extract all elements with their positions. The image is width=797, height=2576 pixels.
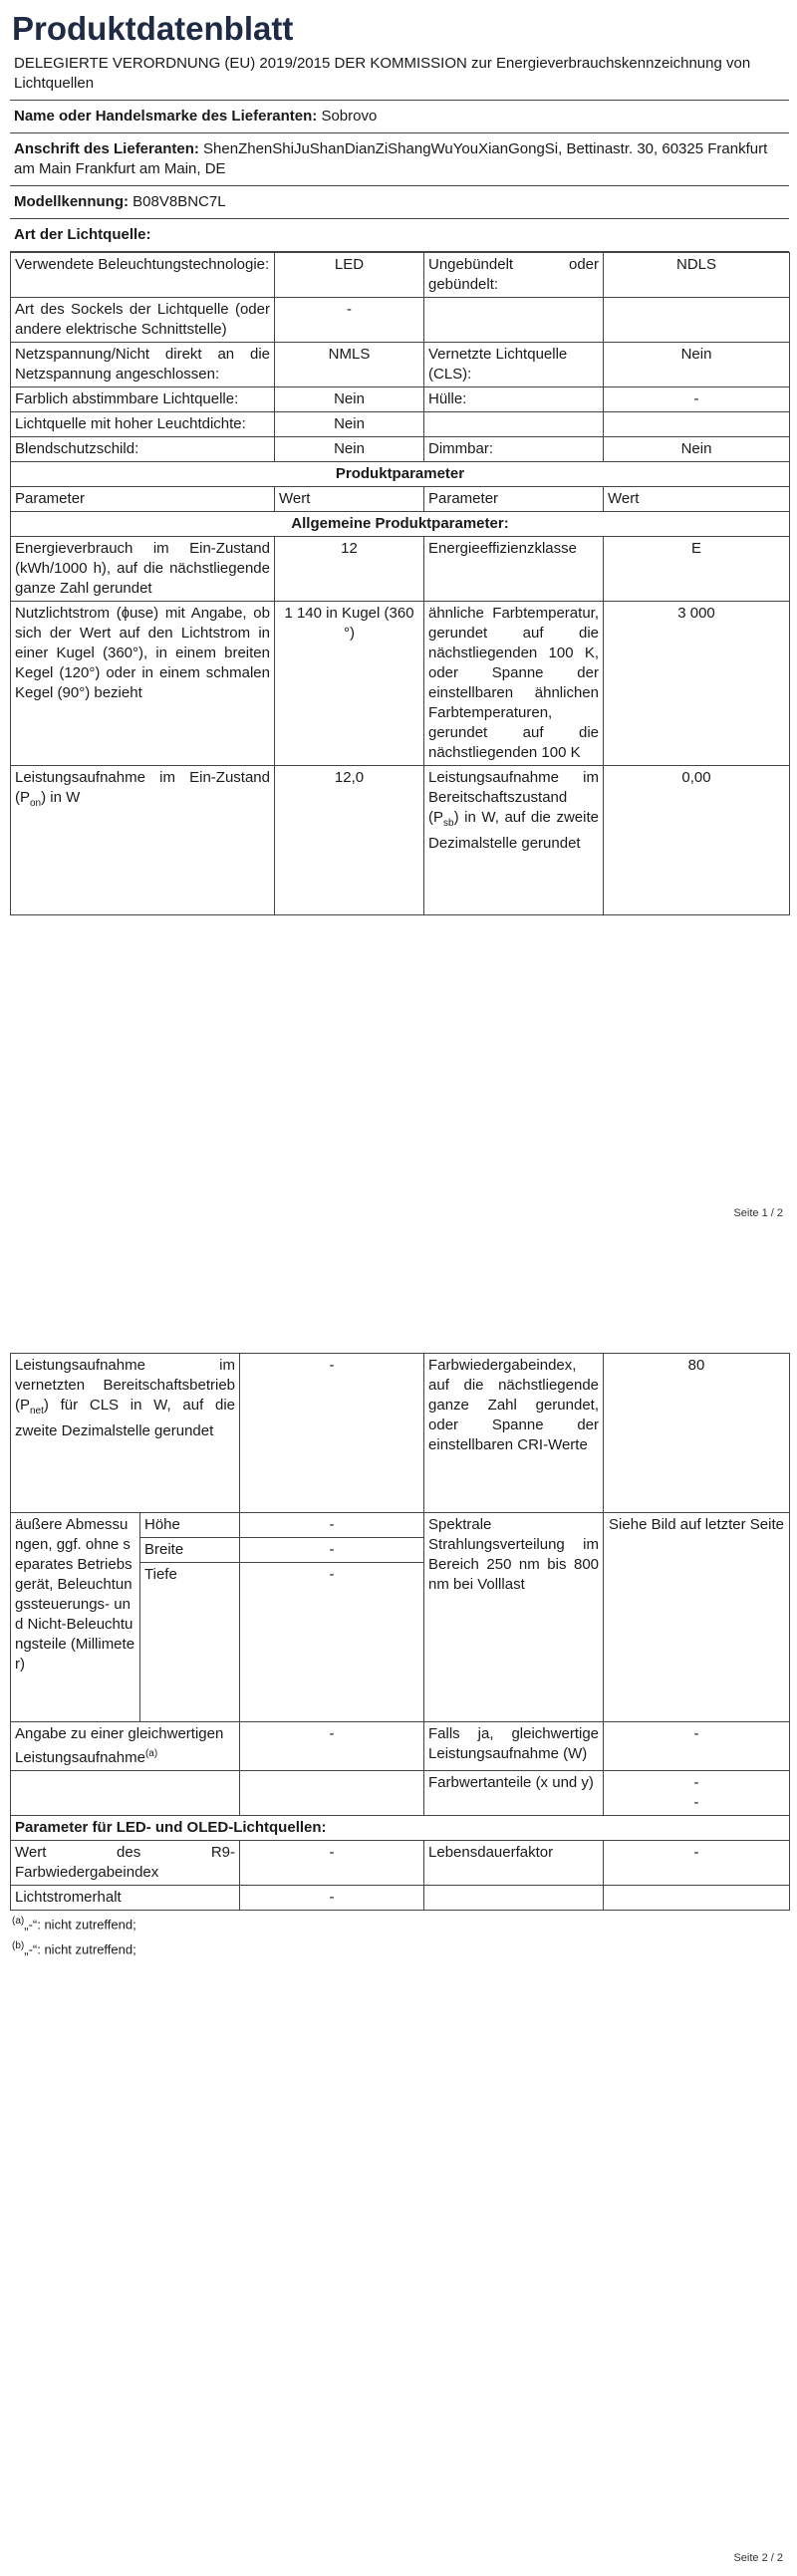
table-row: Verwendete Beleuchtungstechnologie: LED Ungebündelt oder gebündelt: NDLS [11,253,790,298]
equiv-label: Angabe zu einer gleichwertigen Leistungsaufnahme$^{(a)}$ [11,1722,240,1771]
networked-power-label: Leistungsaufnahme im vernetzten Bereitschaftsbetrieb $(P_{net})$ für CLS in W, auf die zweite Dezimalstelle gerundet [11,1354,240,1513]
supplier-label: Name oder Handelsmarke des Lieferanten: [14,108,318,125]
address-row [10,133,789,186]
page-1 [10,0,789,1235]
model-label: Modellkennung: [14,193,129,210]
led-params-header: Parameter für LED- und OLED-Lichtquellen: [11,1816,790,1841]
dimensions-row: äußere Abmessungen, ggf. ohne separates Betriebsgerät, Beleuchtungssteuerungs- und Nicht-Beleuchtungsteile (Millimeter) Höhe Breite Tiefe - - - Spektrale Strahlungsverteilung im Bereich 250 nm bis 800 nm bei Volllast Siehe Bild auf letzter Seite [11,1513,790,1722]
model-row [10,186,789,219]
table-row: Art des Sockels der Lichtquelle (oder andere elektrische Schnittstelle) - [11,298,790,343]
supplier-row [10,101,789,133]
table-row: Lichtstromerhalt - [11,1886,790,1911]
table-row: Nutzlichtstrom (ɸuse) mit Angabe, ob sich der Wert auf den Lichtstrom in einer Kugel (360°), in einem breiten Kegel (120°) oder in einem schmalen Kegel (90°) bezieht 1 140 in Kugel (360 °) ähnliche Farbtemperatur, gerundet auf die nächstliegenden 100 K, oder Spanne der einstellbaren ähnlichen Farbtemperaturen, gerundet auf die nächstliegenden 100 K 3 000 [11,602,790,766]
power-standby-label: Leistungsaufnahme im Bereitschaftszustand $(P_{sb})$ in W, auf die zweite Dezimalstelle gerundet [424,766,604,915]
table-row: Blendschutzschild: Nein Dimmbar: Nein [11,437,790,462]
footnote-a: $^{(a)}$„-“: nicht zutreffend; [12,1916,136,1932]
page-title: Produktdatenblatt [12,10,294,47]
regulation-text: DELEGIERTE VERORDNUNG (EU) 2019/2015 DER KOMMISSION zur Energieverbrauchskennzeichnung von Lichtquellen [10,48,789,101]
power-on-label: Leistungsaufnahme im Ein-Zustand $(P_{on})$ in W [11,766,275,915]
footnote-b: $^{(b)}$„-“: nicht zutreffend; [12,1940,136,1957]
general-params-header: Allgemeine Produktparameter: [11,512,790,537]
table-row: Leistungsaufnahme im vernetzten Bereitschaftsbetrieb $(P_{net})$ für CLS in W, auf die zweite Dezimalstelle gerundet - Farbwiedergabeindex, auf die nächstliegende ganze Zahl gerundet, oder Spanne der einstellbaren CRI-Werte 80 [11,1354,790,1513]
supplier-value: Sobrovo [321,108,378,125]
page-footer: Seite 2 / 2 [733,2552,783,2564]
model-value: B08V8BNC7L [133,193,226,210]
address-label: Anschrift des Lieferanten: [14,140,199,157]
table-row: Angabe zu einer gleichwertigen Leistungsaufnahme$^{(a)}$ - Falls ja, gleichwertige Leistungsaufnahme (W) - [11,1722,790,1771]
column-headers: Parameter Wert Parameter Wert [11,487,790,512]
table-row: Wert des R9-Farbwiedergabeindex - Lebensdauerfaktor - [11,1841,790,1886]
light-type-table [10,252,790,915]
page2-table [10,1353,790,1911]
table-row: Netzspannung/Nicht direkt an die Netzspannung angeschlossen: NMLS Vernetzte Lichtquelle (CLS): Nein [11,343,790,387]
light-type-header: Art der Lichtquelle: [10,219,789,252]
page-2 [10,1345,789,2576]
table-row: Farbwertanteile (x und y) - - [11,1771,790,1816]
product-params-header: Produktparameter [11,462,790,487]
table-row: Farblich abstimmbare Lichtquelle: Nein Hülle: - [11,387,790,412]
table-row: Energieverbrauch im Ein-Zustand (kWh/1000 h), auf die nächstliegende ganze Zahl gerundet 12 Energieeffizienzklasse E [11,537,790,602]
table-row: Lichtquelle mit hoher Leuchtdichte: Nein [11,412,790,437]
table-row: Leistungsaufnahme im Ein-Zustand $(P_{on})$ in W 12,0 Leistungsaufnahme im Bereitschaftszustand $(P_{sb})$ in W, auf die zweite Dezimalstelle gerundet 0,00 [11,766,790,915]
page-footer: Seite 1 / 2 [733,1207,783,1219]
address-value: ShenZhenShiJuShanDianZiShangWuYouXianGongSi, Bettinastr. 30, 60325 Frankfurt am Main Frankfurt am Main, DE [14,140,768,177]
